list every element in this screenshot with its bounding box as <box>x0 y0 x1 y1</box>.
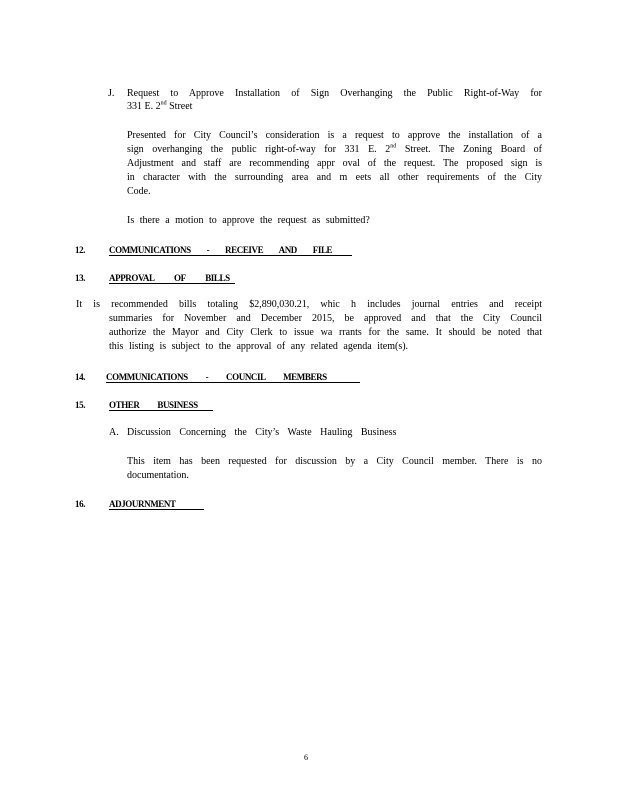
item-j-para-sup: nd <box>390 143 397 150</box>
section-15-line1: This item has been requested for discussion by a City Council member. There is no <box>127 456 542 467</box>
section-13-line1: It is recommended bills totaling $2,890,030.21, whic h includes journal entries and receipt <box>76 299 542 310</box>
section-13-number: 13. <box>75 273 86 283</box>
item-j-title-line2 <box>127 100 192 114</box>
section-14-underline <box>106 382 360 383</box>
section-16-heading: ADJOURNMENT <box>109 499 176 509</box>
section-12-heading: COMMUNICATIONS - RECEIVE AND FILE <box>109 245 333 255</box>
item-j-marker: J. <box>108 88 115 99</box>
item-j-para-line2 <box>127 143 542 157</box>
item-j-title-line1: Request to Approve Installation of Sign Overhanging the Public Right-of-Way for <box>127 88 542 99</box>
section-16-number: 16. <box>75 499 86 509</box>
section-14-number: 14. <box>75 372 86 382</box>
section-13-line2: summaries for November and December 2015, be approved and that the City Council <box>109 313 542 324</box>
section-15-line2: documentation. <box>127 470 189 481</box>
section-12-number: 12. <box>75 245 86 255</box>
item-j-title-line2-text: 331 E. 2 <box>127 101 161 112</box>
item-j-para-line3: Adjustment and staff are recommending appr oval of the request. The proposed sign is <box>127 158 542 169</box>
section-16-underline <box>109 509 204 510</box>
section-12-underline <box>109 255 352 256</box>
section-15-heading: OTHER BUSINESS <box>109 400 198 410</box>
item-j-title-sup: nd <box>160 100 167 107</box>
item-j-para-line1: Presented for City Council’s consideration is a request to approve the installation of a <box>127 130 542 141</box>
section-15-underline <box>109 410 213 411</box>
section-13-line4: this listing is subject to the approval of any related agenda item(s). <box>109 341 409 352</box>
section-13-heading: APPROVAL OF BILLS <box>109 273 230 283</box>
section-15-item-title: Discussion Concerning the City’s Waste Hauling Business <box>127 427 397 438</box>
item-j-para-line2-text: sign overhanging the public right-of-way for 331 E. 2 <box>127 144 391 155</box>
item-j-para-line5: Code. <box>127 186 151 197</box>
item-j-title-line2-end: Street <box>166 101 193 112</box>
section-13-line3: authorize the Mayor and City Clerk to issue wa rrants for the same. It should be noted that <box>109 327 542 338</box>
item-j-para-line2-end: Street. The Zoning Board of <box>396 144 542 155</box>
section-15-item-marker: A. <box>109 427 119 438</box>
item-j-para-line4: in character with the surrounding area and m eets all other requirements of the City <box>127 172 542 183</box>
section-14-heading: COMMUNICATIONS - COUNCIL MEMBERS <box>106 372 327 382</box>
section-13-underline <box>109 283 235 284</box>
section-15-number: 15. <box>75 400 86 410</box>
item-j-question: Is there a motion to approve the request as submitted? <box>127 215 370 226</box>
page-number: 6 <box>304 753 308 762</box>
